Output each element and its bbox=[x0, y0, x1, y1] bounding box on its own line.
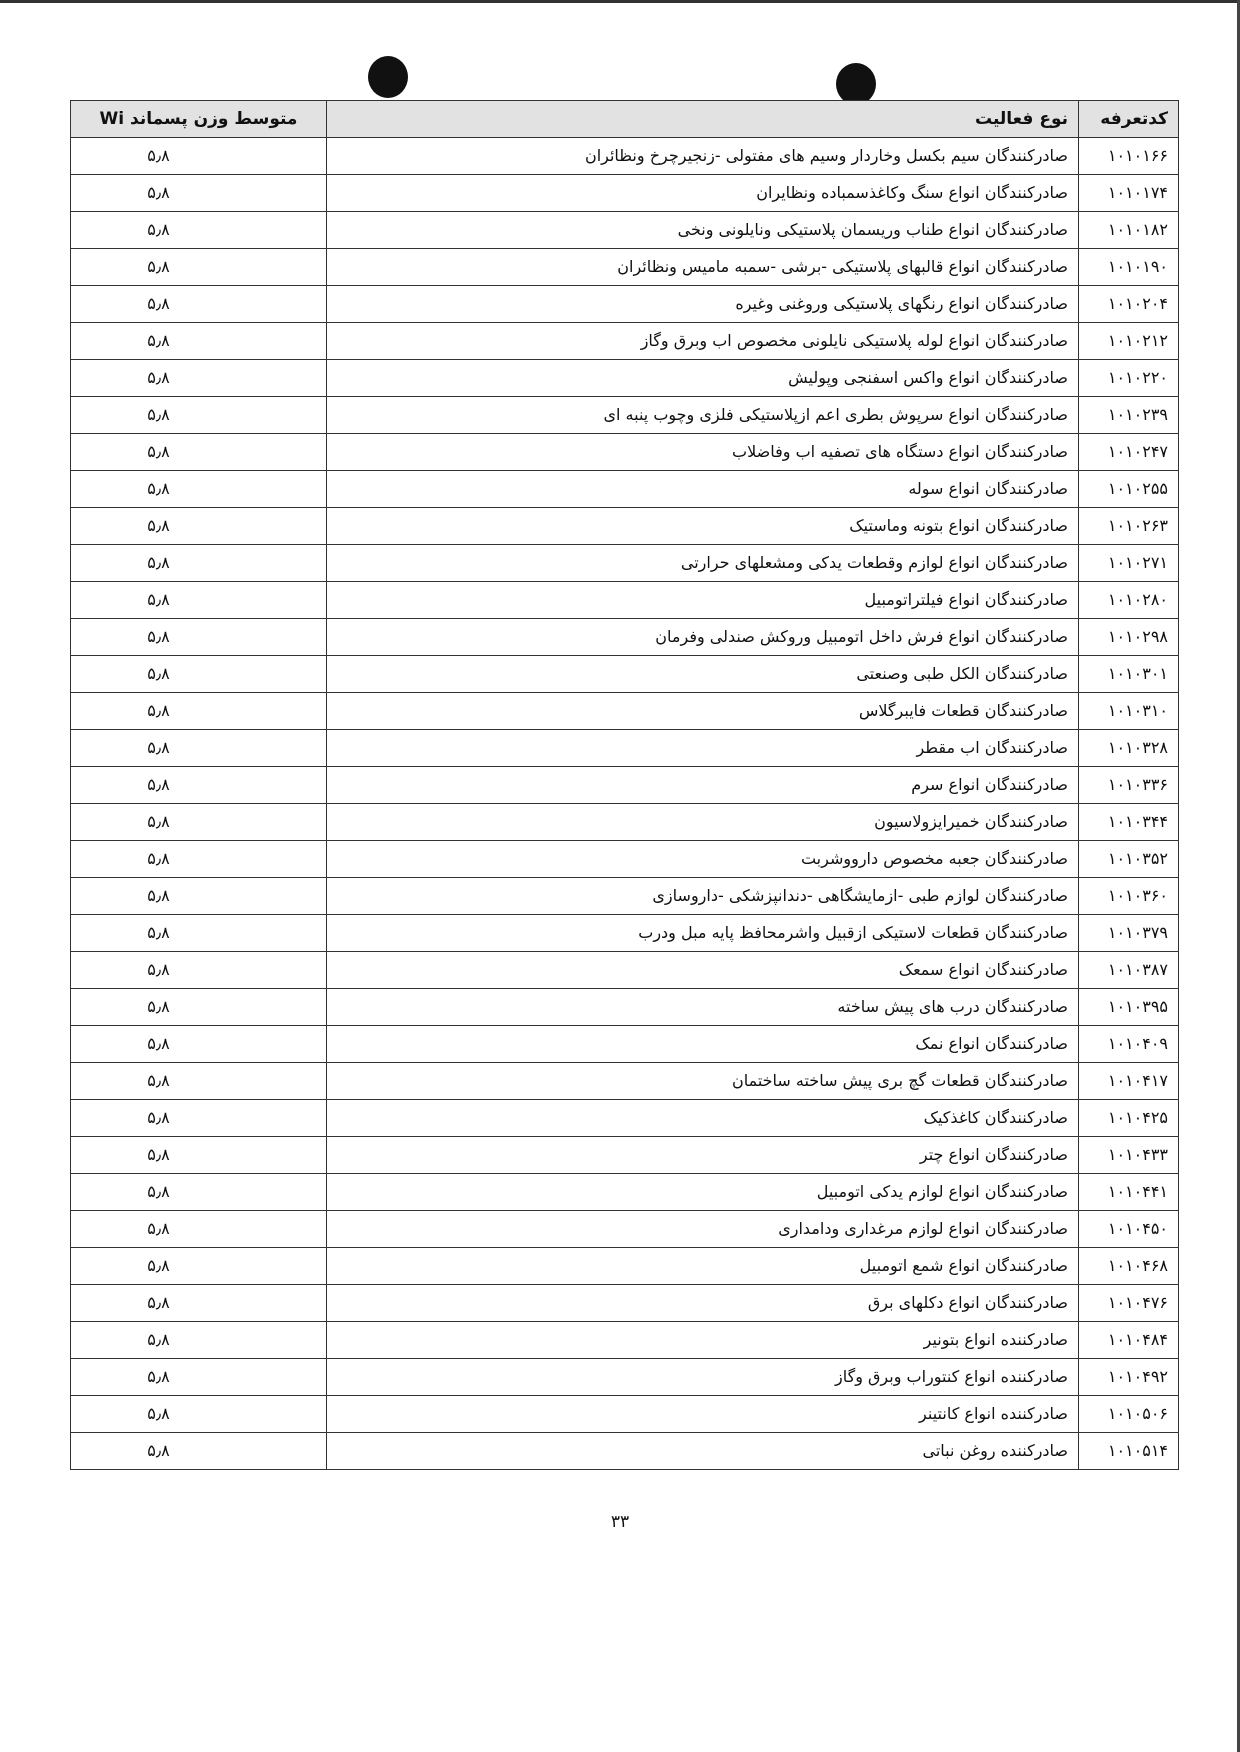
code-cell: ۱۰۱۰۵۱۴ bbox=[1079, 1433, 1179, 1470]
table-row bbox=[71, 915, 1179, 952]
weight-cell: ۵٫۸ bbox=[71, 545, 327, 582]
weight-cell: ۵٫۸ bbox=[71, 1322, 327, 1359]
activity-cell: صادرکنندگان انواع لوله پلاستیکی نایلونی مخصوص اب وبرق وگاز bbox=[327, 323, 1079, 360]
weight-cell: ۵٫۸ bbox=[71, 175, 327, 212]
activity-cell: صادرکننده انواع کانتینر bbox=[327, 1396, 1079, 1433]
table-row bbox=[71, 138, 1179, 175]
table-row bbox=[71, 1396, 1179, 1433]
table-row bbox=[71, 508, 1179, 545]
activity-cell: صادرکنندگان انواع قالبهای پلاستیکی -برشی -سمبه ماميس ونظائران bbox=[327, 249, 1079, 286]
table-row bbox=[71, 1433, 1179, 1470]
table-row bbox=[71, 434, 1179, 471]
table-row bbox=[71, 582, 1179, 619]
weight-cell: ۵٫۸ bbox=[71, 841, 327, 878]
code-cell: ۱۰۱۰۲۸۰ bbox=[1079, 582, 1179, 619]
code-cell: ۱۰۱۰۴۱۷ bbox=[1079, 1063, 1179, 1100]
code-cell: ۱۰۱۰۱۸۲ bbox=[1079, 212, 1179, 249]
code-cell: ۱۰۱۰۲۳۹ bbox=[1079, 397, 1179, 434]
code-cell: ۱۰۱۰۱۹۰ bbox=[1079, 249, 1179, 286]
weight-cell: ۵٫۸ bbox=[71, 767, 327, 804]
weight-cell: ۵٫۸ bbox=[71, 989, 327, 1026]
code-cell: ۱۰۱۰۲۵۵ bbox=[1079, 471, 1179, 508]
page-number: ۳۳ bbox=[610, 1512, 630, 1532]
activity-cell: صادرکنندگان درب های پیش ساخته bbox=[327, 989, 1079, 1026]
weight-cell: ۵٫۸ bbox=[71, 1396, 327, 1433]
table-header-row bbox=[71, 101, 1179, 138]
code-cell: ۱۰۱۰۳۸۷ bbox=[1079, 952, 1179, 989]
table-row bbox=[71, 804, 1179, 841]
tariff-table-container bbox=[70, 100, 1178, 1470]
code-cell: ۱۰۱۰۳۶۰ bbox=[1079, 878, 1179, 915]
table-row bbox=[71, 1026, 1179, 1063]
weight-cell: ۵٫۸ bbox=[71, 693, 327, 730]
code-cell: ۱۰۱۰۳۲۸ bbox=[1079, 730, 1179, 767]
header-weight: متوسط وزن پسماند Wi bbox=[71, 101, 327, 138]
table-row bbox=[71, 1211, 1179, 1248]
table-row bbox=[71, 841, 1179, 878]
table-row bbox=[71, 1248, 1179, 1285]
tariff-table bbox=[70, 100, 1179, 1470]
table-row bbox=[71, 1322, 1179, 1359]
weight-cell: ۵٫۸ bbox=[71, 1359, 327, 1396]
weight-cell: ۵٫۸ bbox=[71, 878, 327, 915]
table-row bbox=[71, 212, 1179, 249]
activity-cell: صادرکنندگان انواع فرش داخل اتومبیل وروکش صندلی وفرمان bbox=[327, 619, 1079, 656]
table-row bbox=[71, 249, 1179, 286]
activity-cell: صادرکنندگان انواع بتونه وماستیک bbox=[327, 508, 1079, 545]
scan-top-edge bbox=[0, 0, 1240, 3]
code-cell: ۱۰۱۰۴۲۵ bbox=[1079, 1100, 1179, 1137]
table-row bbox=[71, 989, 1179, 1026]
table-row bbox=[71, 545, 1179, 582]
activity-cell: صادرکنندگان قطعات لاستیکی ازقبیل واشرمحافظ پایه مبل ودرب bbox=[327, 915, 1079, 952]
code-cell: ۱۰۱۰۵۰۶ bbox=[1079, 1396, 1179, 1433]
code-cell: ۱۰۱۰۲۶۳ bbox=[1079, 508, 1179, 545]
code-cell: ۱۰۱۰۴۵۰ bbox=[1079, 1211, 1179, 1248]
activity-cell: صادرکنندگان انواع سوله bbox=[327, 471, 1079, 508]
weight-cell: ۵٫۸ bbox=[71, 1137, 327, 1174]
activity-cell: صادرکنندگان انواع سنگ وکاغذسمباده ونظایران bbox=[327, 175, 1079, 212]
weight-cell: ۵٫۸ bbox=[71, 1433, 327, 1470]
activity-cell: صادرکنندگان انواع رنگهای پلاستیکی وروغنی وغیره bbox=[327, 286, 1079, 323]
weight-cell: ۵٫۸ bbox=[71, 619, 327, 656]
table-row bbox=[71, 323, 1179, 360]
header-code: کدتعرفه bbox=[1079, 101, 1179, 138]
activity-cell: صادرکننده روغن نباتی bbox=[327, 1433, 1079, 1470]
activity-cell: صادرکننده انواع بتونیر bbox=[327, 1322, 1079, 1359]
table-row bbox=[71, 397, 1179, 434]
weight-cell: ۵٫۸ bbox=[71, 360, 327, 397]
code-cell: ۱۰۱۰۴۳۳ bbox=[1079, 1137, 1179, 1174]
code-cell: ۱۰۱۰۳۳۶ bbox=[1079, 767, 1179, 804]
weight-cell: ۵٫۸ bbox=[71, 249, 327, 286]
weight-cell: ۵٫۸ bbox=[71, 508, 327, 545]
activity-cell: صادرکنندگان انواع سرپوش بطری اعم ازپلاستیکی فلزی وچوب پنبه ای bbox=[327, 397, 1079, 434]
activity-cell: صادرکنندگان لوازم طبی -ازمایشگاهی -دندانپزشکی -داروسازی bbox=[327, 878, 1079, 915]
table-row bbox=[71, 730, 1179, 767]
code-cell: ۱۰۱۰۴۶۸ bbox=[1079, 1248, 1179, 1285]
weight-cell: ۵٫۸ bbox=[71, 1285, 327, 1322]
table-row bbox=[71, 286, 1179, 323]
code-cell: ۱۰۱۰۱۷۴ bbox=[1079, 175, 1179, 212]
activity-cell: صادرکنندگان جعبه مخصوص دارووشربت bbox=[327, 841, 1079, 878]
code-cell: ۱۰۱۰۳۴۴ bbox=[1079, 804, 1179, 841]
table-row bbox=[71, 1174, 1179, 1211]
activity-cell: صادرکنندگان اب مقطر bbox=[327, 730, 1079, 767]
activity-cell: صادرکنندگان انواع واکس اسفنجی وپولیش bbox=[327, 360, 1079, 397]
table-row bbox=[71, 656, 1179, 693]
activity-cell: صادرکنندگان خمیرایزولاسیون bbox=[327, 804, 1079, 841]
activity-cell: صادرکنندگان انواع طناب وریسمان پلاستیکی ونایلونی ونخی bbox=[327, 212, 1079, 249]
header-activity: نوع فعالیت bbox=[327, 101, 1079, 138]
weight-cell: ۵٫۸ bbox=[71, 1174, 327, 1211]
table-row bbox=[71, 619, 1179, 656]
activity-cell: صادرکنندگان انواع شمع اتومبیل bbox=[327, 1248, 1079, 1285]
activity-cell: صادرکنندگان انواع فیلتراتومبیل bbox=[327, 582, 1079, 619]
code-cell: ۱۰۱۰۳۵۲ bbox=[1079, 841, 1179, 878]
code-cell: ۱۰۱۰۱۶۶ bbox=[1079, 138, 1179, 175]
table-row bbox=[71, 1359, 1179, 1396]
code-cell: ۱۰۱۰۲۱۲ bbox=[1079, 323, 1179, 360]
punch-hole-left bbox=[368, 56, 408, 98]
punch-hole-right bbox=[836, 63, 876, 105]
weight-cell: ۵٫۸ bbox=[71, 1026, 327, 1063]
table-row bbox=[71, 767, 1179, 804]
table-row bbox=[71, 693, 1179, 730]
activity-cell: صادرکنندگان انواع دستگاه های تصفیه اب وفاضلاب bbox=[327, 434, 1079, 471]
table-body bbox=[71, 138, 1179, 1470]
code-cell: ۱۰۱۰۴۰۹ bbox=[1079, 1026, 1179, 1063]
table-row bbox=[71, 878, 1179, 915]
weight-cell: ۵٫۸ bbox=[71, 656, 327, 693]
code-cell: ۱۰۱۰۳۷۹ bbox=[1079, 915, 1179, 952]
activity-cell: صادرکنندگان انواع لوازم یدکی اتومبیل bbox=[327, 1174, 1079, 1211]
activity-cell: صادرکننده انواع کنتوراب وبرق وگاز bbox=[327, 1359, 1079, 1396]
weight-cell: ۵٫۸ bbox=[71, 730, 327, 767]
weight-cell: ۵٫۸ bbox=[71, 804, 327, 841]
weight-cell: ۵٫۸ bbox=[71, 286, 327, 323]
weight-cell: ۵٫۸ bbox=[71, 952, 327, 989]
activity-cell: صادرکنندگان کاغذکیک bbox=[327, 1100, 1079, 1137]
weight-cell: ۵٫۸ bbox=[71, 434, 327, 471]
code-cell: ۱۰۱۰۲۰۴ bbox=[1079, 286, 1179, 323]
activity-cell: صادرکنندگان انواع لوازم مرغداری ودامداری bbox=[327, 1211, 1079, 1248]
table-row bbox=[71, 175, 1179, 212]
code-cell: ۱۰۱۰۴۹۲ bbox=[1079, 1359, 1179, 1396]
weight-cell: ۵٫۸ bbox=[71, 1248, 327, 1285]
weight-cell: ۵٫۸ bbox=[71, 212, 327, 249]
code-cell: ۱۰۱۰۲۹۸ bbox=[1079, 619, 1179, 656]
weight-cell: ۵٫۸ bbox=[71, 471, 327, 508]
activity-cell: صادرکنندگان انواع دکلهای برق bbox=[327, 1285, 1079, 1322]
weight-cell: ۵٫۸ bbox=[71, 138, 327, 175]
activity-cell: صادرکنندگان انواع چتر bbox=[327, 1137, 1079, 1174]
code-cell: ۱۰۱۰۳۱۰ bbox=[1079, 693, 1179, 730]
table-row bbox=[71, 471, 1179, 508]
code-cell: ۱۰۱۰۴۸۴ bbox=[1079, 1322, 1179, 1359]
activity-cell: صادرکنندگان الکل طبی وصنعتی bbox=[327, 656, 1079, 693]
activity-cell: صادرکنندگان انواع سمعک bbox=[327, 952, 1079, 989]
activity-cell: صادرکنندگان قطعات گچ بری پیش ساخته ساختمان bbox=[327, 1063, 1079, 1100]
weight-cell: ۵٫۸ bbox=[71, 915, 327, 952]
activity-cell: صادرکنندگان قطعات فایبرگلاس bbox=[327, 693, 1079, 730]
activity-cell: صادرکنندگان انواع لوازم وقطعات یدکی ومشعلهای حرارتی bbox=[327, 545, 1079, 582]
activity-cell: صادرکنندگان انواع سرم bbox=[327, 767, 1079, 804]
table-row bbox=[71, 952, 1179, 989]
weight-cell: ۵٫۸ bbox=[71, 1211, 327, 1248]
weight-cell: ۵٫۸ bbox=[71, 323, 327, 360]
table-row bbox=[71, 1063, 1179, 1100]
code-cell: ۱۰۱۰۲۲۰ bbox=[1079, 360, 1179, 397]
code-cell: ۱۰۱۰۲۷۱ bbox=[1079, 545, 1179, 582]
weight-cell: ۵٫۸ bbox=[71, 582, 327, 619]
code-cell: ۱۰۱۰۳۹۵ bbox=[1079, 989, 1179, 1026]
weight-cell: ۵٫۸ bbox=[71, 1063, 327, 1100]
table-row bbox=[71, 360, 1179, 397]
table-row bbox=[71, 1285, 1179, 1322]
code-cell: ۱۰۱۰۴۷۶ bbox=[1079, 1285, 1179, 1322]
weight-cell: ۵٫۸ bbox=[71, 397, 327, 434]
weight-cell: ۵٫۸ bbox=[71, 1100, 327, 1137]
activity-cell: صادرکنندگان انواع نمک bbox=[327, 1026, 1079, 1063]
table-row bbox=[71, 1137, 1179, 1174]
code-cell: ۱۰۱۰۴۴۱ bbox=[1079, 1174, 1179, 1211]
code-cell: ۱۰۱۰۲۴۷ bbox=[1079, 434, 1179, 471]
activity-cell: صادرکنندگان سیم بکسل وخاردار وسیم های مفتولی -زنجیرچرخ ونظائران bbox=[327, 138, 1079, 175]
code-cell: ۱۰۱۰۳۰۱ bbox=[1079, 656, 1179, 693]
table-row bbox=[71, 1100, 1179, 1137]
